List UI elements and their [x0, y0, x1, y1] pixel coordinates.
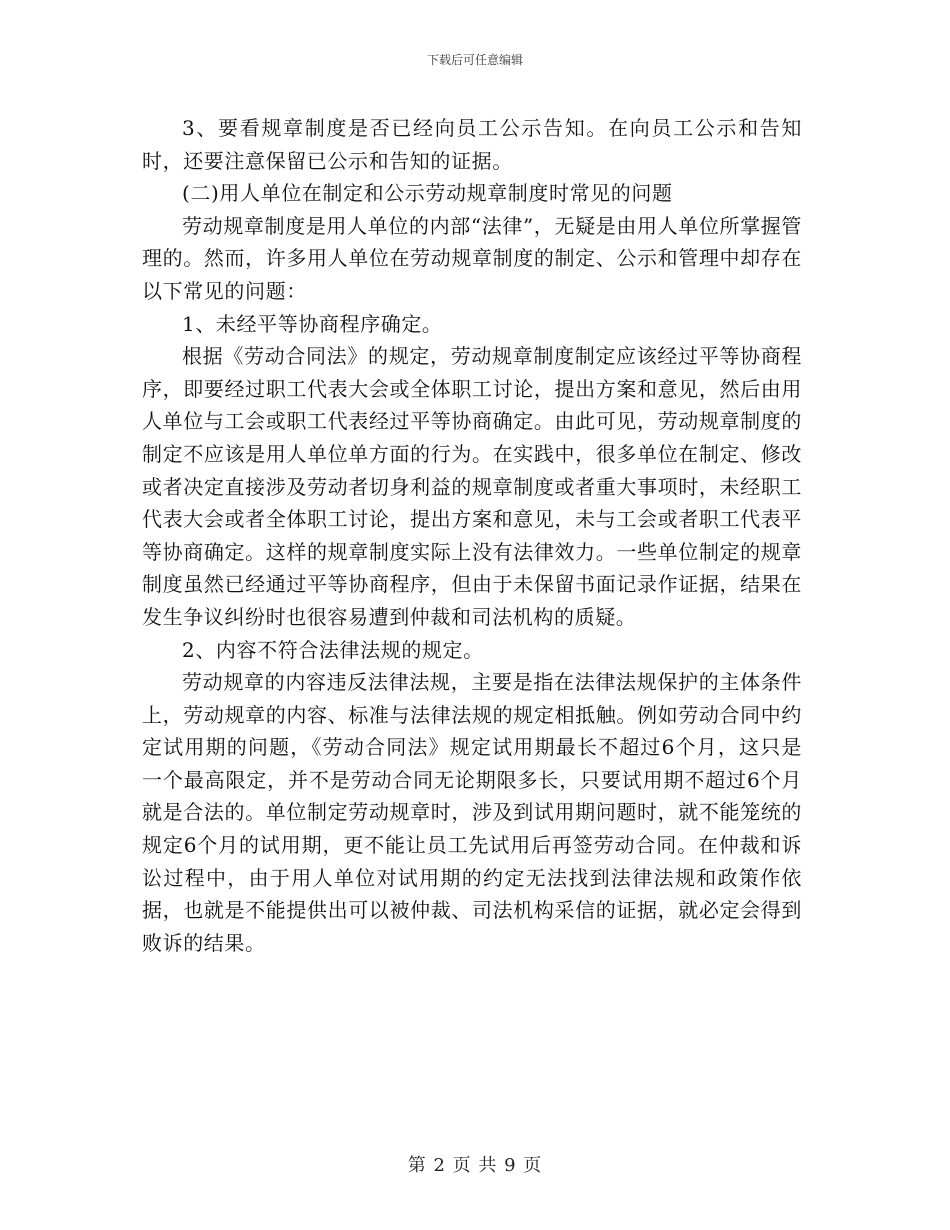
- subheading-1: 1、未经平等协商程序确定。: [182, 311, 443, 336]
- paragraph-4: 劳动规章的内容违反法律法规，主要是指在法律法规保护的主体条件上，劳动规章的内容、标准与法律法规的规定相抵触。例如劳动合同中约定试用期的问题，《劳动合同法》规定试用期最长不超过6个月，这只是一个最高限定，并不是劳动合同无论期限多长，只要试用期不超过6个月就是合法的。单位制定劳动规章时，涉及到试用期问题时，就不能笼统的规定6个月的试用期，更不能让员工先试用后再签劳动合同。在仲裁和诉讼过程中，由于用人单位对试用期的约定无法找到法律法规和政策作依据，也就是不能提供出可以被仲裁、司法机构采信的证据，就必定会得到败诉的结果。: [142, 670, 802, 955]
- document-body: [142, 112, 802, 959]
- page-footer: 第 2 页 共 9 页: [407, 1155, 543, 1176]
- page-header: 下载后可任意编辑: [426, 53, 523, 67]
- paragraph-1: 3、要看规章制度是否已经向员工公示告知。在向员工公示和告知时，还要注意保留已公示和告知的证据。: [142, 116, 802, 173]
- subheading-2: 2、内容不符合法律法规的规定。: [182, 637, 484, 662]
- paragraph-2: 劳动规章制度是用人单位的内部“法律”，无疑是由用人单位所掌握管理的。然而，许多用人单位在劳动规章制度的制定、公示和管理中却存在以下常见的问题：: [142, 213, 802, 303]
- paragraph-3: 根据《劳动合同法》的规定，劳动规章制度制定应该经过平等协商程序，即要经过职工代表大会或全体职工讨论，提出方案和意见，然后由用人单位与工会或职工代表经过平等协商确定。由此可见，劳动规章制度的制定不应该是用人单位单方面的行为。在实践中，很多单位在制定、修改或者决定直接涉及劳动者切身利益的规章制度或者重大事项时，未经职工代表大会或者全体职工讨论，提出方案和意见，未与工会或者职工代表平等协商确定。这样的规章制度实际上没有法律效力。一些单位制定的规章制度虽然已经通过平等协商程序，但由于未保留书面记录作证据，结果在发生争议纠纷时也很容易遭到仲裁和司法机构的质疑。: [142, 344, 802, 629]
- section-heading: (二)用人单位在制定和公示劳动规章制度时常见的问题: [182, 181, 673, 206]
